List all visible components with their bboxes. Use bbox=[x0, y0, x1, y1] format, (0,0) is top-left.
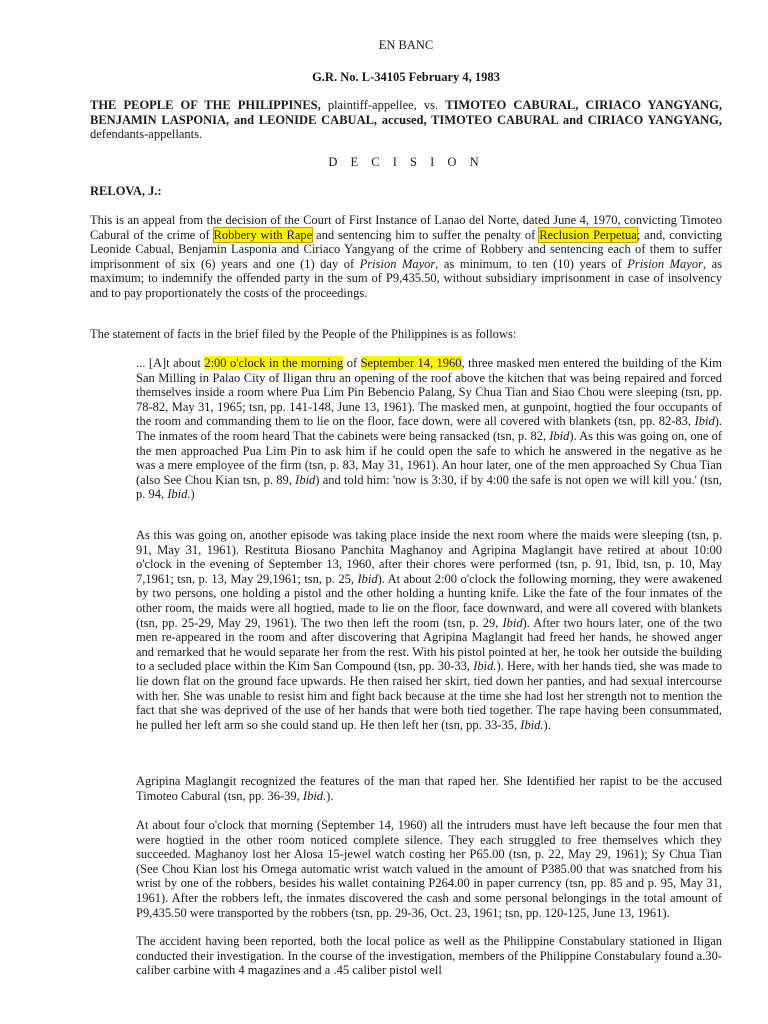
defendants-role: defendants-appellants. bbox=[90, 127, 203, 142]
case-number: G.R. No. L-34105 February 4, 1983 bbox=[312, 70, 500, 84]
plaintiff-role: plaintiff-appellee, vs. bbox=[320, 98, 446, 112]
quote-paragraph-4: At about four o'clock that morning (September 14, 1960) all the intruders must have left because the four men that were hogtied in the other room noticed complete silence. They each struggled to free themselves which they succeeded. Maghanoy lost her Alosa 15-jewel watch costing her P65.00 (tsn, p. 22, May 29, 1961); Sy Chua Tian (See Chou Kian lost his Omega automatic wrist watch valued in the amount of P385.00 that was snatched from his wrist by one of the robbers, besides his wallet containing P264.00 in paper currency (tsn, pp. 85 and p. 95, May 31, 1961). After the robbers left, the inmates discovered the cash and some personal belongings in the total amount of P9,435.50 were transported by the robbers (tsn, pp. 29-36, Oct. 23, 1961; tsn, pp. 120-125, June 13, 1961). bbox=[136, 818, 722, 920]
highlight-robbery-with-rape: Robbery with Rape bbox=[213, 227, 313, 242]
court-division: EN BANC bbox=[378, 38, 434, 52]
decision-title: D E C I S I O N bbox=[328, 155, 484, 169]
quote-paragraph-2: As this was going on, another episode was taking place inside the next room where the maids were sleeping (tsn, p. 91, May 31, 1961). Restituta Biosano Panchita Maghanoy and Agripina Maglangit have retired at about 10:00 o'clock in the evening of September 13, 1960, after their chores were performed (tsn, p. 91, Ibid, tsn, p. 10, May 7,1961; tsn, p. 13, May 29,1961; tsn, p. 25, Ibid). At about 2:00 o'clock the following morning, they were awakened by two persons, one holding a pistol and the other holding a hunting knife. Like the fate of the four inmates of the other room, the maids were all hogtied, made to lie on the floor, face downward, and were all covered with blankets (tsn, pp. 25-29, May 29, 1961). The two then left the room (tsn, p. 29, Ibid). After two hours later, one of the two men re-appeared in the room and after discovering that Agripina Maglangit had freed her hands, he showed anger and remarked that he would separate her from the rest. With his pistol pointed at her, he took her outside the building to a secluded place within the Kim San Compound (tsn, pp. 30-33, Ibid.). Here, with her hands tied, she was made to lie down flat on the ground face upwards. He then raised her skirt, tied down her panties, and had sexual intercourse with her. She was unable to resist him and fight back because at the time she had lost her strength not to mention the fact that she was deprived of the use of her hands that were both tied together. The rape having been consummated, he pulled her left arm so she could stand up. He then left her (tsn, pp. 33-35, Ibid.). bbox=[136, 528, 723, 732]
highlight-date: September 14, 1960 bbox=[360, 356, 462, 370]
defendants-names: TIMOTEO CABURAL, CIRIACO YANGYANG, BENJAMIN LASPONIA, and LEONIDE CABUAL, accused, TIMOTEO CABURAL and CIRIACO YANGYANG, bbox=[90, 98, 722, 127]
quote-paragraph-1: ... [A]t about 2:00 o'clock in the morning of September 14, 1960, three masked men entered the building of the Kim San Milling in Palao City of Iligan thru an opening of the roof above the kitchen that was being repaired and forced themselves inside a room where Pua Lim Pin Bebencio Palang, Sy Chua Tian and Siao Chou were sleeping (tsn, pp. 78-82, May 31, 1965; tsn, pp. 141-148, June 13, 1961). The masked men, at gunpoint, hogtied the four occupants of the room and commanding them to lie on the floor, face down, were all covered with blankets (tsn, pp. 82-83, Ibid). The inmates of the room heard That the cabinets were being ransacked (tsn, p. 82, Ibid). As this was going on, one of the men approached Pua Lim Pin to ask him if he could open the safe to which he answered in the negative as he was a mere employee of the firm (tsn, p. 83, May 31, 1961). An hour later, one of the men approached Sy Chua Tian (also See Chou Kian tsn, p. 89, Ibid) and told him: 'now is 3:30, if by 4:00 the safe is not open we will kill you.' (tsn, p. 94, Ibid.) bbox=[136, 356, 723, 502]
case-parties bbox=[90, 98, 722, 142]
plaintiff-name: THE PEOPLE OF THE PHILIPPINES, bbox=[90, 98, 321, 112]
ponente: RELOVA, J.: bbox=[90, 184, 162, 198]
highlight-reclusion-perpetua: Reclusion Perpetua bbox=[539, 227, 637, 242]
quote-paragraph-5: The accident having been reported, both the local police as well as the Philippine Constabulary stationed in Iligan conducted their investigation. In the course of the investigation, members of the Philippine Constabulary found a.30-caliber carbine with 4 magazines and a .45 caliber pistol well bbox=[136, 934, 722, 978]
highlight-time: 2:00 o'clock in the morning bbox=[204, 356, 344, 370]
quote-paragraph-3: Agripina Maglangit recognized the features of the man that raped her. She Identified her rapist to be the accused Timoteo Cabural (tsn, pp. 36-39, Ibid.). bbox=[136, 774, 722, 803]
paragraph-intro: This is an appeal from the decision of the Court of First Instance of Lanao del Norte, dated June 4, 1970, convicting Timoteo Cabural of the crime of Robbery with Rape and sentencing him to suffer the penalty of Reclusion Perpetua; and, convicting Leonide Cabual, Benjamin Lasponia and Ciriaco Yangyang of the crime of Robbery and sentencing each of them to suffer imprisonment of six (6) years and one (1) day of Prision Mayor, as minimum, to ten (10) years of Prision Mayor, as maximum; to indemnify the offended party in the sum of P9,435.50, without subsidiary imprisonment in case of insolvency and to pay proportionately the costs of the proceedings. bbox=[90, 213, 722, 300]
paragraph-statement: The statement of facts in the brief filed by the People of the Philippines is as follows: bbox=[90, 327, 517, 341]
